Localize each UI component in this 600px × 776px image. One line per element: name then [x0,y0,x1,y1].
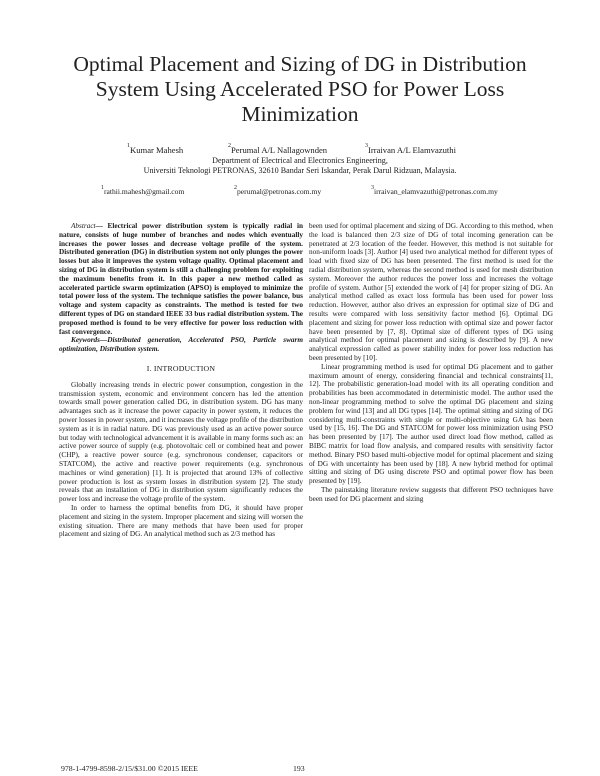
paper-title: Optimal Placement and Sizing of DG in Distribution System Using Accelerated PSO for Power Loss Minimization [73,52,527,126]
author-2: $^2$Perumal A/L Nallagownden [228,143,328,155]
left-column [59,222,303,539]
email-1: $^1$rathii.mahesh@gmail.com [101,185,185,196]
paragraph: In order to harness the optimal benefits from DG, it should have proper placement and sizing in the system. Improper placement and sizing will worsen the existing situation. There are many methods that have been used for proper placement and sizing of DG. An analytical method such as 2/3 method has [59,503,303,539]
abstract-label: Abstract [71,222,96,230]
author-3: $^3$Irraivan A/L Elamvazuthi [365,143,456,155]
author-1: $^1$Kumar Mahesh [127,143,184,155]
paragraph: The painstaking literature review suggests that different PSO techniques have been used for DG placement and sizing [309,485,553,503]
right-column [309,222,553,504]
keywords-label: Keywords [71,336,100,345]
footer-isbn: 978-1-4799-8598-2/15/$31.00 ©2015 IEEE [61,764,198,773]
keywords [59,336,303,354]
abstract [59,222,303,336]
paragraph: Globally increasing trends in electric power consumption, congestion in the transmission system, economic and environment concern has led the attention towards small power generation called DG, in distribution system. DG has many advantages such as it increase the power capacity in power system, it reduces the power losses in power system, and it increases the voltage profile of the distribution system as it is in radial nature. DG was previously used as an active power source but today with technological advancement it is available in many forms such as: an active power source of supply (e.g. photovoltaic cell or combined heat and power (CHP), a reactive power source (e.g. synchronous condenser, capacitors or STATCOM), the active and reactive power requirements (e.g. synchronous machines or wind generation) [1]. It is projected that around 13% of collective power production is lost as system losses in distribution system [2]. The study reveals that an installation of DG in distribution system significantly reduces the power loss and increase the voltage profile of the system. [59,380,303,504]
paragraph: been used for optimal placement and sizing of DG. According to this method, when the load is balanced then 2/3 size of DG of total incoming generation can be penetrated at 2/3 location of the feeder. However, this method is not suitable for non-uniform loads [3]. Author [4] used two analytical method for different types of load with fixed size of DG has been presented. The first method is used for the radial distribution system, whereas the second method is used for mesh distribution system. Moreover the author reduces the power loss and increases the voltage profile of system. Author [5] extended the work of [4] for proper sizing of DG. An analytical method called as exact loss formula has been used for power loss reduction. However, author also drives an expression for optimal size of DG and results were compared with loss sensitivity factor method [6]. Optimal DG placement and sizing for power loss reduction with optimal size and power factor have been presented by [7, 8]. Optimal size of different types of DG using analytical method for optimal placement and sizing is described by [9]. A new analytical expression called as power stability index for power loss reduction has been presented by [10]. [309,222,553,362]
email-2: $^2$perumal@petronas.com.my [234,185,322,196]
email-3: $^3$irraivan_elamvazuthi@petronas.com.my [371,185,498,196]
keywords-text: —Distributed generation, Accelerated PSO, Particle swarm optimization, Distribution system. [59,336,303,354]
page-number: 193 [293,764,305,773]
paragraph: Linear programming method is used for optimal DG placement and to gather maximum amount of energy, considering financial and technical constraints[11, 12]. The probabilistic generation-load model with its all operating condition and probabilities has been accommodated in deterministic model. The author used the non-linear programming method to solve the optimal DG placement and sizing problem for wind [13] and all DG types [14]. The optimal sitting and sizing of DG considering multi-constraints with single or multi-objective using GA has been used by [15, 16]. The DG and STATCOM for power loss minimization using PSO has been presented by [17]. The author used direct load flow method, called as BIBC matrix for load flow analysis, and compared results with sensitivity factor method. Binary PSO based multi-objective model for optimal placement and sizing of DG with uncertainty has been used by [18]. A new hybrid method for optimal sitting and sizing of DG using discrete PSO and optimal power flow has been presented by [19]. [309,362,553,486]
affiliation-university: Universiti Teknologi PETRONAS, 32610 Bandar Seri Iskandar, Perak Darul Ridzuan, Malaysia. [143,166,457,175]
abstract-text: — Electrical power distribution system is typically radial in nature, consists of huge number of branches and nodes which eventually increases the power losses and decrease voltage profile of the system. Distributed generation (DG) in distribution system not only plunges the power losses but also it improves the system voltage quality. Optimal placement and sizing of DG in distribution system is still a challenging problem for exploiting the maximum benefits from it. In this paper a new method called as accelerated particle swarm optimization (APSO) is employed to minimize the total power loss of the system. The technique satisfies the power balance, bus voltage and system capacity as constraints. The method is tested for two different types of DG on standard IEEE 33 bus radial distribution system. The proposed method is found to be very effective for power loss reduction with fast convergence. [59,222,303,336]
section-heading: I. INTRODUCTION [146,363,216,373]
affiliation-department: Department of Electrical and Electronics Engineering, [212,156,388,165]
